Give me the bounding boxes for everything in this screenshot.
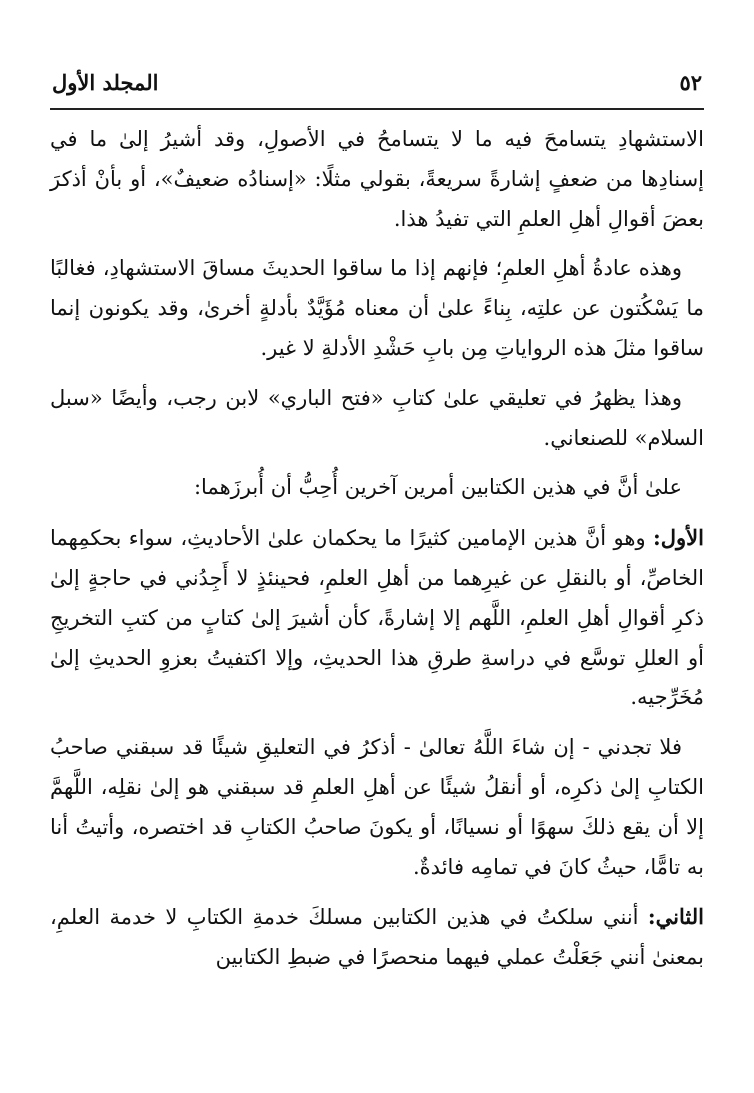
paragraph-2 (50, 249, 704, 368)
paragraph-text: وهذا يظهرُ في تعليقي علىٰ كتابِ «فتح الباري» لابن رجب، وأيضًا «سبل السلام» للصنعاني. (50, 385, 704, 450)
paragraph-6 (50, 728, 704, 887)
page-header (52, 62, 702, 102)
paragraph-text: علىٰ أنَّ في هذين الكتابين أمرين آخرين أُحِبُّ أن أُبرزَهما: (193, 475, 682, 500)
paragraph-text: أنني سلكتُ في هذين الكتابين مسلكَ خدمةِ الكتابِ لا خدمة العلمِ، بمعنىٰ أنني جَعَلْتُ عملي فيهما منحصرًا في ضبطِ الكتابين (50, 905, 704, 970)
running-title: المجلد الأول (52, 69, 159, 95)
paragraph-4 (50, 468, 704, 508)
paragraph-3 (50, 379, 704, 459)
header-divider (50, 108, 704, 110)
paragraph-text: الاستشهادِ يتسامحَ فيه ما لا يتسامحُ في الأصولِ، وقد أشيرُ إلىٰ ما في إسنادِها من ضعفٍ إشارةً سريعةً، بقولي مثلًا: «إسنادُه ضعيفٌ»، أو بأنْ أذكرَ بعضَ أقوالِ أهلِ العلمِ التي تفيدُ هذا. (50, 127, 704, 231)
page-number: ٥٢ (679, 69, 702, 95)
paragraph-5 (50, 518, 704, 718)
paragraph-lead: الثاني: (647, 904, 704, 930)
page-body (50, 120, 704, 988)
paragraph-text: فلا تجدني - إن شاءَ اللَّهُ تعالىٰ - أذكرُ في التعليقِ شيئًا قد سبقني صاحبُ الكتابِ إلىٰ ذكرِه، أو أنقلُ شيئًا عن أهلِ العلمِ قد سبقني هو إلىٰ نقلِه، اللَّهمَّ إلا أن يقع ذلكَ سهوًا أو نسيانًا، أو يكونَ صاحبُ الكتابِ قد اختصره، وأتيتُ أنا به تامًّا، حيثُ كانَ في تمامِه فائدةٌ. (50, 735, 704, 879)
paragraph-text: وهذه عادةُ أهلِ العلمِ؛ فإنهم إذا ما ساقوا الحديثَ مساقَ الاستشهادِ، فغالبًا ما يَسْكُتون عن علتِه، بِناءً علىٰ أن معناه مُؤَيَّدٌ بأدلةٍ أخرىٰ، وقد يكونون إنما ساقوا مثلَ هذه الرواياتِ مِن بابِ حَشْدِ الأدلةِ لا غير. (50, 256, 704, 360)
paragraph-text: وهو أنَّ هذين الإمامين كثيرًا ما يحكمان علىٰ الأحاديثِ، سواء بحكمِهما الخاصِّ، أو بالنقلِ عن غيرِهما من أهلِ العلمِ، فحينئذٍ لا أَجِدُني في حاجةٍ إلىٰ ذكرِ أقوالِ أهلِ العلمِ، اللَّهم إلا إشارةً، كأن أشيرَ إلىٰ كتابٍ من كتبِ التخريجِ أو العللِ توسَّع في دراسةِ طرقِ هذا الحديثِ، وإلا اكتفيتُ بعزوِ الحديثِ إلىٰ مُخَرِّجيه. (50, 526, 704, 710)
paragraph-lead: الأول: (653, 525, 704, 551)
paragraph-1 (50, 120, 704, 239)
paragraph-7 (50, 897, 704, 978)
